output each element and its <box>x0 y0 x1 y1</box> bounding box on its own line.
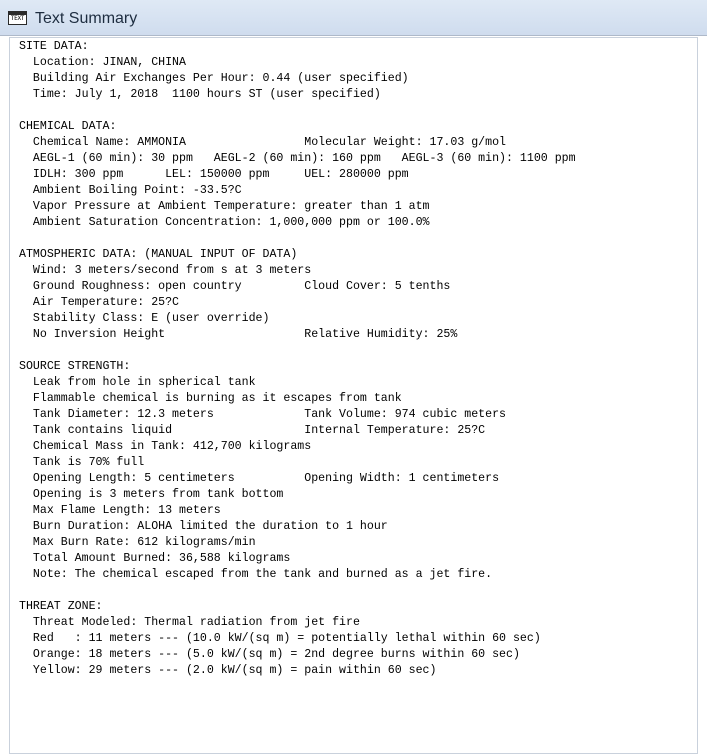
report-line: Stability Class: E (user override) <box>19 312 270 325</box>
report-line <box>19 103 576 119</box>
report-line: Note: The chemical escaped from the tank and burned as a jet fire. <box>19 568 493 581</box>
report-line: IDLH: 300 ppm LEL: 150000 ppm UEL: 280000 ppm <box>19 168 409 181</box>
report-line: Max Burn Rate: 612 kilograms/min <box>19 536 256 549</box>
report-line: ATMOSPHERIC DATA: (MANUAL INPUT OF DATA) <box>19 248 298 261</box>
report-line: Threat Modeled: Thermal radiation from jet fire <box>19 616 360 629</box>
report-line: Flammable chemical is burning as it escapes from tank <box>19 392 402 405</box>
report-line: Building Air Exchanges Per Hour: 0.44 (user specified) <box>19 72 409 85</box>
report-line: Leak from hole in spherical tank <box>19 376 256 389</box>
report-line: Wind: 3 meters/second from s at 3 meters <box>19 264 312 277</box>
text-summary-pane[interactable] <box>9 37 698 754</box>
report-text <box>19 39 576 679</box>
report-line: CHEMICAL DATA: <box>19 120 117 133</box>
report-line <box>19 231 576 247</box>
report-line: Max Flame Length: 13 meters <box>19 504 221 517</box>
report-line: THREAT ZONE: <box>19 600 103 613</box>
report-line: Opening Length: 5 centimeters Opening Width: 1 centimeters <box>19 472 500 485</box>
report-line: SITE DATA: <box>19 40 89 53</box>
report-line <box>19 343 576 359</box>
report-line: Chemical Name: AMMONIA Molecular Weight: 17.03 g/mol <box>19 136 507 149</box>
report-line: Burn Duration: ALOHA limited the duration to 1 hour <box>19 520 388 533</box>
report-line: AEGL-1 (60 min): 30 ppm AEGL-2 (60 min): 160 ppm AEGL-3 (60 min): 1100 ppm <box>19 152 576 165</box>
report-line: Tank Diameter: 12.3 meters Tank Volume: 974 cubic meters <box>19 408 507 421</box>
report-line: Chemical Mass in Tank: 412,700 kilograms <box>19 440 312 453</box>
title-bar[interactable] <box>0 0 707 36</box>
window-title: Text Summary <box>35 10 138 27</box>
report-line: No Inversion Height Relative Humidity: 25% <box>19 328 458 341</box>
report-line: SOURCE STRENGTH: <box>19 360 131 373</box>
report-line: Tank contains liquid Internal Temperature: 25?C <box>19 424 486 437</box>
report-line: Time: July 1, 2018 1100 hours ST (user specified) <box>19 88 381 101</box>
report-line: Location: JINAN, CHINA <box>19 56 186 69</box>
report-line: Ground Roughness: open country Cloud Cover: 5 tenths <box>19 280 451 293</box>
report-line <box>19 583 576 599</box>
report-line: Air Temperature: 25?C <box>19 296 180 309</box>
text-document-icon: TEXT <box>8 11 27 25</box>
report-line: Opening is 3 meters from tank bottom <box>19 488 284 501</box>
report-line: Orange: 18 meters --- (5.0 kW/(sq m) = 2nd degree burns within 60 sec) <box>19 648 520 661</box>
report-line: Total Amount Burned: 36,588 kilograms <box>19 552 291 565</box>
report-line: Red : 11 meters --- (10.0 kW/(sq m) = potentially lethal within 60 sec) <box>19 632 541 645</box>
report-line: Vapor Pressure at Ambient Temperature: greater than 1 atm <box>19 200 430 213</box>
report-line: Ambient Saturation Concentration: 1,000,000 ppm or 100.0% <box>19 216 430 229</box>
report-line: Yellow: 29 meters --- (2.0 kW/(sq m) = pain within 60 sec) <box>19 664 437 677</box>
report-line: Tank is 70% full <box>19 456 145 469</box>
report-line: Ambient Boiling Point: -33.5?C <box>19 184 242 197</box>
